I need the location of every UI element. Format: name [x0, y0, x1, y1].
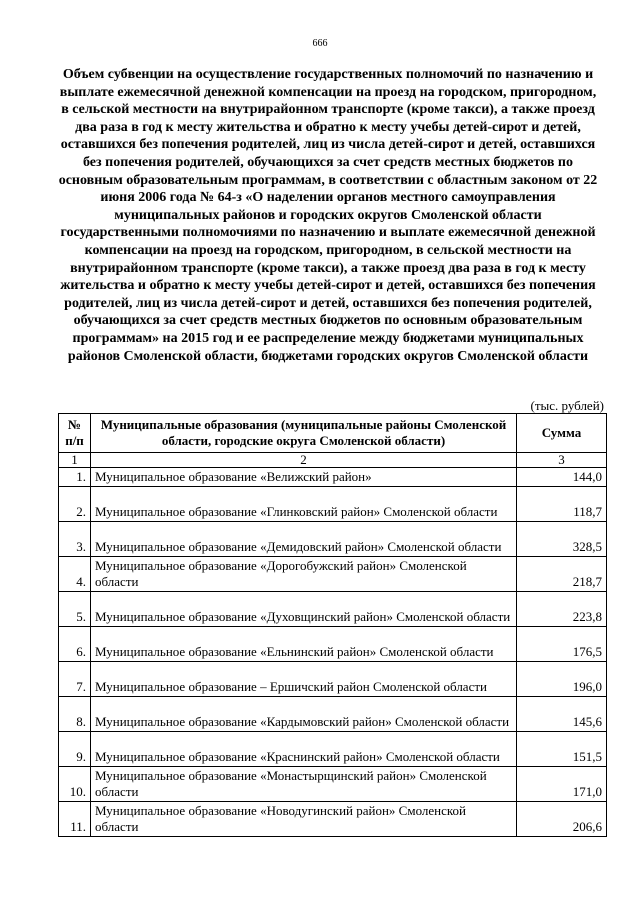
row-name: Муниципальное образование «Дорогобужский район» Смоленской области — [91, 557, 517, 592]
row-name: Муниципальное образование «Новодугинский район» Смоленской области — [91, 802, 517, 837]
subvention-table — [58, 413, 607, 837]
table-row — [59, 732, 607, 767]
header-name: Муниципальные образования (муниципальные районы Смоленской области, городские округа Смоленской области) — [91, 414, 517, 453]
row-num: 8. — [59, 697, 91, 732]
row-name: Муниципальное образование «Кардымовский район» Смоленской области — [91, 697, 517, 732]
page-number: 666 — [312, 38, 328, 49]
table-row — [59, 592, 607, 627]
row-name: Муниципальное образование «Велижский район» — [91, 468, 517, 487]
row-sum: 196,0 — [517, 662, 607, 697]
table-row — [59, 767, 607, 802]
row-num: 6. — [59, 627, 91, 662]
row-sum: 206,6 — [517, 802, 607, 837]
row-sum: 176,5 — [517, 627, 607, 662]
row-num: 7. — [59, 662, 91, 697]
row-sum: 171,0 — [517, 767, 607, 802]
table-row — [59, 802, 607, 837]
table-row — [59, 468, 607, 487]
row-num: 1. — [59, 468, 91, 487]
table-row — [59, 627, 607, 662]
header-num: № п/п — [59, 414, 91, 453]
document-title: Объем субвенции на осуществление государственных полномочий по назначению и выплате ежемесячной денежной компенсации на проезд на городском, пригородном, в сельской местности на внутрирайонном транспорте (кроме такси), а также проезд два раза в год к месту жительства и обратно к месту учебы детей-сирот и детей, оставшихся без попечения родителей, лиц из числа детей-сирот и детей, оставшихся без попечения родителей, обучающихся за счет средств местных бюджетов по основным образовательным программам, в соответствии с областным законом от 22 июня 2006 года № 64-з «О наделении органов местного самоуправления муниципальных районов и городских округов Смоленской области государственными полномочиями по назначению и выплате ежемесячной денежной компенсации на проезд на городском, пригородном, в сельской местности на внутрирайонном транспорте (кроме такси), а также проезд два раза в год к месту жительства и обратно к месту учебы детей-сирот и детей, оставшихся без попечения родителей, лиц из числа детей-сирот и детей, оставшихся без попечения родителей, обучающихся за счет средств местных бюджетов по основным образовательным программам» на 2015 год и ее распределение между бюджетами муниципальных районов Смоленской области, бюджетами городских округов Смоленской области — [58, 67, 598, 364]
table-row — [59, 557, 607, 592]
table-header-row — [59, 414, 607, 453]
row-num: 9. — [59, 732, 91, 767]
row-sum: 223,8 — [517, 592, 607, 627]
column-number: 1 — [59, 453, 91, 468]
row-name: Муниципальное образование «Демидовский район» Смоленской области — [91, 522, 517, 557]
table-row — [59, 487, 607, 522]
table-row — [59, 522, 607, 557]
row-sum: 151,5 — [517, 732, 607, 767]
table-row — [59, 662, 607, 697]
row-sum: 218,7 — [517, 557, 607, 592]
row-sum: 145,6 — [517, 697, 607, 732]
units-label: (тыс. рублей) — [530, 398, 604, 413]
column-number: 3 — [517, 453, 607, 468]
row-sum: 328,5 — [517, 522, 607, 557]
column-number: 2 — [91, 453, 517, 468]
row-num: 11. — [59, 802, 91, 837]
header-sum: Сумма — [517, 414, 607, 453]
row-num: 5. — [59, 592, 91, 627]
row-num: 10. — [59, 767, 91, 802]
row-name: Муниципальное образование «Ельнинский район» Смоленской области — [91, 627, 517, 662]
row-num: 2. — [59, 487, 91, 522]
table-row — [59, 697, 607, 732]
column-number-row — [59, 453, 607, 468]
row-name: Муниципальное образование «Глинковский район» Смоленской области — [91, 487, 517, 522]
row-num: 4. — [59, 557, 91, 592]
row-sum: 144,0 — [517, 468, 607, 487]
row-name: Муниципальное образование – Ершичский район Смоленской области — [91, 662, 517, 697]
row-num: 3. — [59, 522, 91, 557]
row-sum: 118,7 — [517, 487, 607, 522]
row-name: Муниципальное образование «Духовщинский район» Смоленской области — [91, 592, 517, 627]
row-name: Муниципальное образование «Краснинский район» Смоленской области — [91, 732, 517, 767]
row-name: Муниципальное образование «Монастырщинский район» Смоленской области — [91, 767, 517, 802]
